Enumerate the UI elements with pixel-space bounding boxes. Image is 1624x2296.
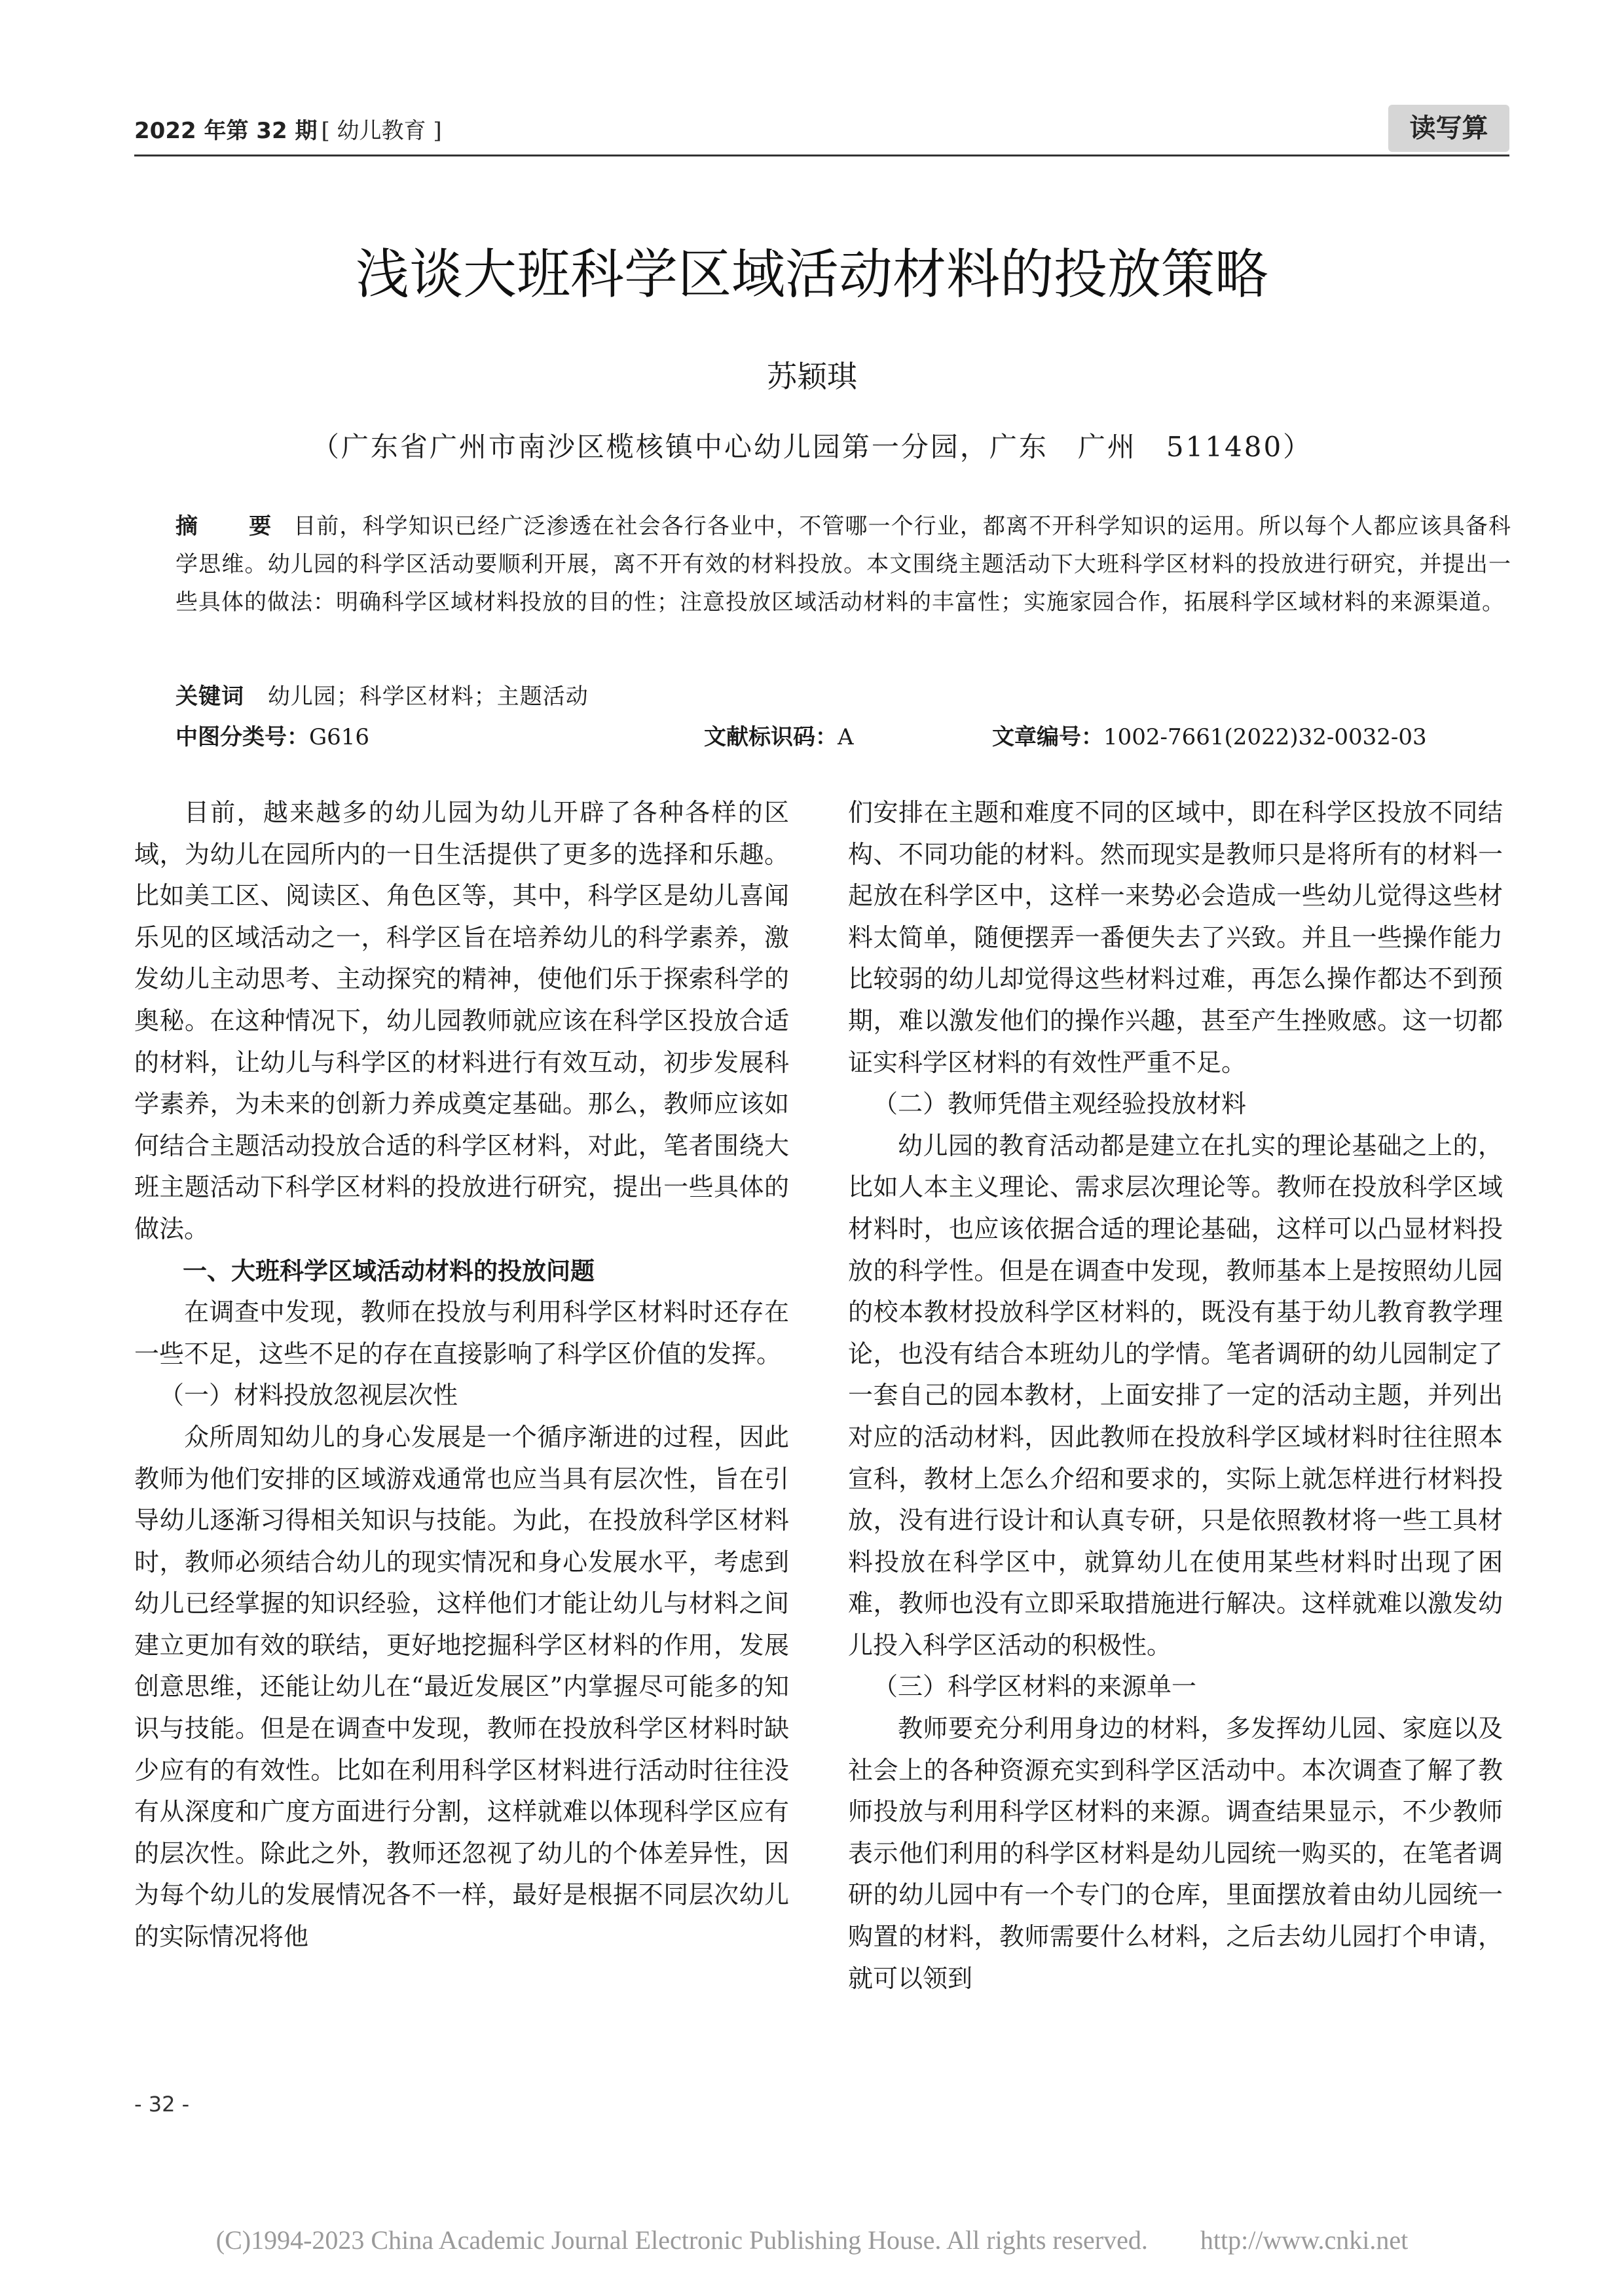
abstract-text: 目前，科学知识已经广泛渗透在社会各行各业中，不管哪一个行业，都离不开科学知识的运用。所以每个人都应该具备科学思维。幼儿园的科学区活动要顺利开展，离不开有效的材料投放。本文围绕主题活动下大班科学区材料的投放进行研究，并提出一些具体的做法：明确科学区域材料投放的目的性；注意投放区域活动材料的丰富性；实施家园合作，拓展科学区域材料的来源渠道。 xyxy=(175,513,1512,615)
paragraph: 众所周知幼儿的身心发展是一个循序渐进的过程，因此教师为他们安排的区域游戏通常也应当具有层次性，旨在引导幼儿逐渐习得相关知识与技能。为此，在投放科学区材料时，教师必须结合幼儿的现实情况和身心发展水平，考虑到幼儿已经掌握的知识经验，这样他们才能让幼儿与材料之间建立更加有效的联结，更好地挖掘科学区材料的作用，发展创意思维，还能让幼儿在“最近发展区”内掌握尽可能多的知识与技能。但是在调查中发现，教师在投放科学区材料时缺少应有的有效性。比如在利用科学区材料进行活动时往往没有从深度和广度方面进行分割，这样就难以体现科学区应有的层次性。除此之外，教师还忽视了幼儿的个体差异性，因为每个幼儿的发展情况各不一样，最好是根据不同层次幼儿的实际情况将他 xyxy=(134,1422,789,1952)
subsection-heading: （一）材料投放忽视层次性 xyxy=(159,1381,458,1410)
section-heading: 一、大班科学区域活动材料的投放问题 xyxy=(183,1256,595,1285)
paragraph: 幼儿园的教育活动都是建立在扎实的理论基础之上的，比如人本主义理论、需求层次理论等。教师在投放科学区域材料时，也应该依据合适的理论基础，这样可以凸显材料投放的科学性。但是在调查中发现，教师基本上是按照幼儿园的校本教材投放科学区材料的，既没有基于幼儿教育教学理论，也没有结合本班幼儿的学情。笔者调研的幼儿园制定了一套自己的园本教材，上面安排了一定的活动主题，并列出对应的活动材料，因此教师在投放科学区域材料时往往照本宣科，教材上怎么介绍和要求的，实际上就怎样进行材料投放，没有进行设计和认真专研，只是依照教材将一些工具材料投放在科学区中，就算幼儿在使用某些材料时出现了困难，教师也没有立即采取措施进行解决。这样就难以激发幼儿投入科学区活动的积极性。 xyxy=(848,1131,1503,1660)
document-code xyxy=(704,718,854,756)
author-name: 苏颖琪 xyxy=(767,359,857,394)
abstract xyxy=(175,507,1511,621)
abstract-label: 摘 要 xyxy=(175,513,286,539)
author-affiliation: （广东省广州市南沙区榄核镇中心幼儿园第一分园，广东 广州 511480） xyxy=(311,431,1313,463)
keywords-text: 幼儿园；科学区材料；主题活动 xyxy=(267,683,589,710)
keywords-label: 关键词 xyxy=(175,683,244,710)
right-column xyxy=(848,792,1503,1999)
page-number: - 32 - xyxy=(134,2092,190,2117)
subsection-heading: （二）教师凭借主观经验投放材料 xyxy=(873,1089,1247,1119)
paragraph: 们安排在主题和难度不同的区域中，即在科学区投放不同结构、不同功能的材料。然而现实是教师只是将所有的材料一起放在科学区中，这样一来势必会造成一些幼儿觉得这些材料太简单，随便摆弄一番便失去了兴致。并且一些操作能力比较弱的幼儿却觉得这些材料过难，再怎么操作都达不到预期，难以激发他们的操作兴趣，甚至产生挫败感。这一切都证实科学区材料的有效性严重不足。 xyxy=(848,798,1503,1077)
keywords xyxy=(175,678,1511,716)
article-no-value: 1002-7661(2022)32-0032-03 xyxy=(1103,724,1427,750)
copyright-footer: (C)1994-2023 China Academic Journal Electronic Publishing House. All rights reserved. http://www.cnki.net xyxy=(215,2225,1409,2255)
paragraph: 教师要充分利用身边的材料，多发挥幼儿园、家庭以及社会上的各种资源充实到科学区活动中。本次调查了解了教师投放与利用科学区材料的来源。调查结果显示，不少教师表示他们利用的科学区材料是幼儿园统一购买的，在笔者调研的幼儿园中有一个专门的仓库，里面摆放着由幼儿园统一购置的材料，教师需要什么材料，之后去幼儿园打个申请，就可以领到 xyxy=(848,1714,1503,1993)
clc-number xyxy=(175,718,369,756)
doc-code-value: A xyxy=(838,724,854,750)
left-column xyxy=(134,792,789,1958)
article-no-label: 文章编号： xyxy=(992,724,1103,750)
paragraph: 在调查中发现，教师在投放与利用科学区材料时还存在一些不足，这些不足的存在直接影响了科学区价值的发挥。 xyxy=(134,1298,789,1368)
article-title: 浅谈大班科学区域活动材料的投放策略 xyxy=(355,244,1268,306)
paragraph: 目前，越来越多的幼儿园为幼儿开辟了各种各样的区域，为幼儿在园所内的一日生活提供了更多的选择和乐趣。比如美工区、阅读区、角色区等，其中，科学区是幼儿喜闻乐见的区域活动之一，科学区旨在培养幼儿的科学素养，激发幼儿主动思考、主动探究的精神，使他们乐于探索科学的奥秘。在这种情况下，幼儿园教师就应该在科学区投放合适的材料，让幼儿与科学区的材料进行有效互动，初步发展科学素养，为未来的创新力养成奠定基础。那么，教师应该如何结合主题活动投放合适的科学区材料，对此，笔者围绕大班主题活动下科学区材料的投放进行研究，提出一些具体的做法。 xyxy=(134,798,789,1243)
header-divider xyxy=(134,155,1509,156)
subsection-heading: （三）科学区材料的来源单一 xyxy=(873,1672,1197,1702)
section-label: [ 幼儿教育 ] xyxy=(321,118,442,144)
article-number xyxy=(992,718,1427,756)
issue-label: 2022 年第 32 期 xyxy=(134,118,318,144)
journal-badge: 读写算 xyxy=(1388,105,1509,152)
doc-code-label: 文献标识码： xyxy=(704,724,838,750)
clc-value: G616 xyxy=(309,724,370,750)
running-header xyxy=(134,111,442,151)
clc-label: 中图分类号： xyxy=(175,724,309,750)
